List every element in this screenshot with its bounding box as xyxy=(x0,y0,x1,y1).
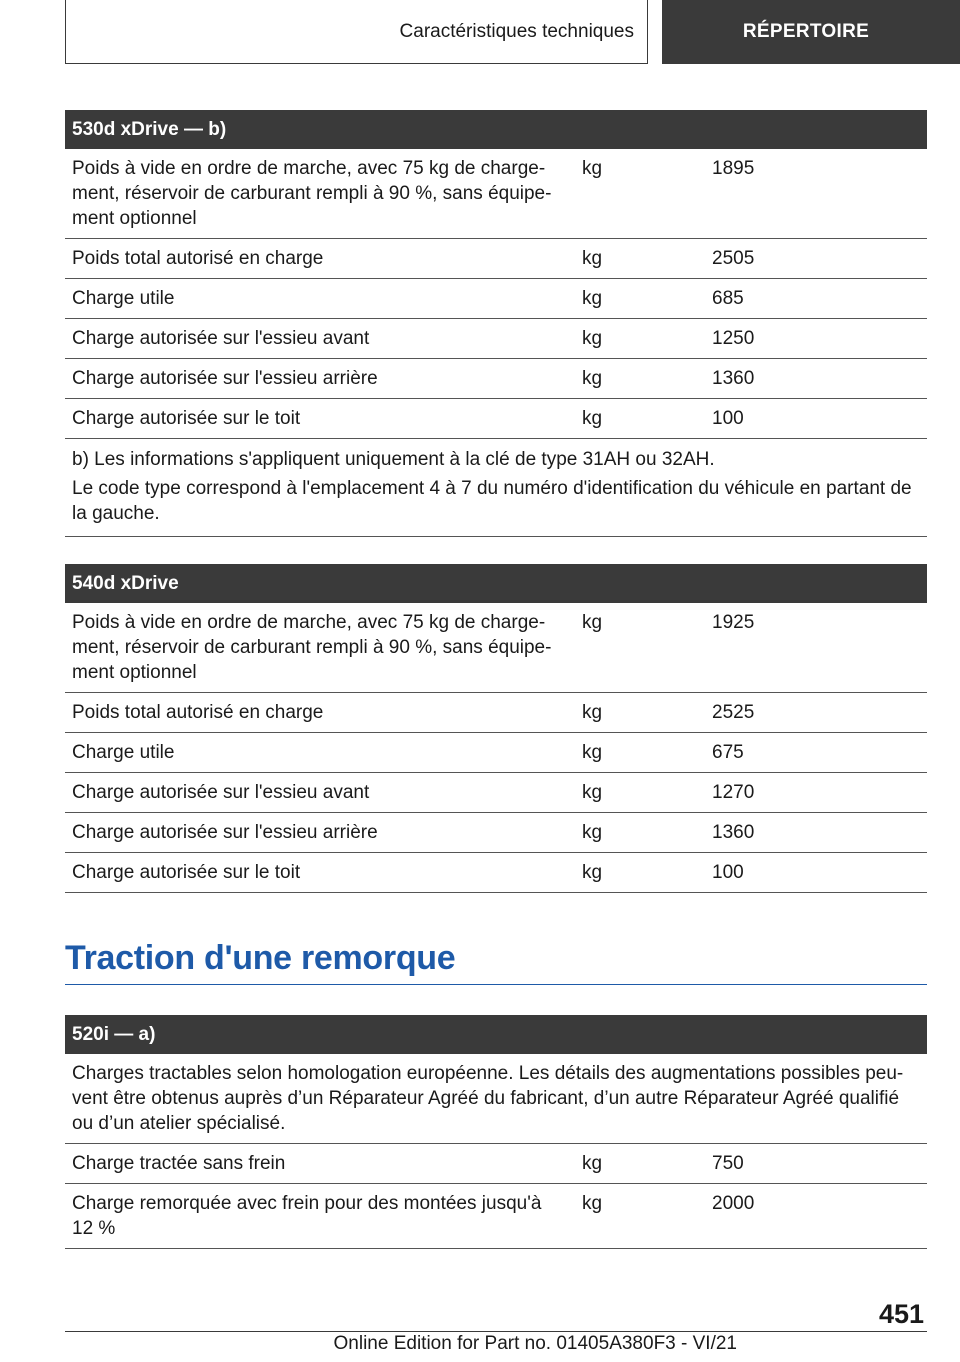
table-note xyxy=(65,439,927,537)
row-value: 100 xyxy=(712,408,744,429)
table-530d xyxy=(65,110,927,537)
row-label: Charge autorisée sur le toit xyxy=(72,862,301,883)
table-header: 530d xDrive — b) xyxy=(65,110,927,149)
table-row xyxy=(65,1144,927,1184)
footer-divider xyxy=(65,1331,927,1332)
row-unit: kg xyxy=(582,288,603,309)
footer-text: Online Edition for Part no. 01405A380F3 - VI/21 xyxy=(333,1333,737,1354)
row-unit: kg xyxy=(582,742,603,763)
row-label: Charge remorquée avec frein pour des montées jusqu'à xyxy=(72,1193,542,1214)
table-row xyxy=(65,813,927,853)
row-value: 675 xyxy=(712,742,744,763)
table-intro: Charges tractables selon homologation européenne. Les détails des augmentations possibles peu-vent être obtenus auprès d’un Réparateur Agréé du fabricant, d’un autre Réparateur Agréé qualifié ou d’un atelier spécialisé. xyxy=(72,1063,904,1134)
row-unit: kg xyxy=(582,408,603,429)
section-heading: Traction d'une remorque xyxy=(65,936,927,985)
row-value: 2505 xyxy=(712,248,755,269)
chapter-title: Caractéristiques techniques xyxy=(399,20,634,42)
table-row xyxy=(65,359,927,399)
footer-edition xyxy=(65,1333,927,1355)
row-label: Charge autorisée sur l'essieu avant xyxy=(72,782,370,803)
table-row xyxy=(65,603,927,693)
table-row xyxy=(65,1054,927,1144)
row-value: 1895 xyxy=(712,158,755,179)
row-unit: kg xyxy=(582,822,603,843)
chapter-tab[interactable] xyxy=(65,0,648,64)
row-label: ment, réservoir de carburant rempli à 90 %, sans équipe- xyxy=(72,637,552,658)
row-unit: kg xyxy=(582,702,603,723)
row-value: 2000 xyxy=(712,1193,755,1214)
row-unit: kg xyxy=(582,862,603,883)
row-label: Poids total autorisé en charge xyxy=(72,702,324,723)
row-value: 100 xyxy=(712,862,744,883)
row-label: Charge utile xyxy=(72,742,175,763)
row-value: 1270 xyxy=(712,782,755,803)
row-value: 1360 xyxy=(712,822,755,843)
table-540d xyxy=(65,564,927,893)
page-number: 451 xyxy=(878,1299,924,1329)
row-unit: kg xyxy=(582,158,603,179)
row-label: Charge autorisée sur l'essieu arrière xyxy=(72,368,378,389)
row-label: Poids total autorisé en charge xyxy=(72,248,324,269)
table-row xyxy=(65,1184,927,1249)
table-520i xyxy=(65,1015,927,1249)
row-label: Charge utile xyxy=(72,288,175,309)
row-label: Charge autorisée sur l'essieu arrière xyxy=(72,822,378,843)
table-row xyxy=(65,319,927,359)
row-label: ment, réservoir de carburant rempli à 90 %, sans équipe- xyxy=(72,183,552,204)
row-unit: kg xyxy=(582,1153,603,1174)
row-label: Charge autorisée sur le toit xyxy=(72,408,301,429)
row-unit: kg xyxy=(582,1193,603,1214)
footnote: b) Les informations s'appliquent uniquement à la clé de type 31AH ou 32AH. xyxy=(72,449,715,470)
table-header: 540d xDrive xyxy=(65,564,927,603)
table-header: 520i — a) xyxy=(65,1015,927,1054)
table-row xyxy=(65,853,927,893)
footnote: Le code type correspond à l'emplacement 4 à 7 du numéro d'identification du véhicule en partant de la gauche. xyxy=(72,478,912,524)
row-value: 2525 xyxy=(712,702,755,723)
row-unit: kg xyxy=(582,368,603,389)
row-value: 1250 xyxy=(712,328,755,349)
row-value: 1925 xyxy=(712,612,755,633)
row-label: ment optionnel xyxy=(72,208,197,229)
table-row xyxy=(65,149,927,239)
row-unit: kg xyxy=(582,782,603,803)
table-row xyxy=(65,399,927,439)
row-label: ment optionnel xyxy=(72,662,197,683)
row-label: Charge tractée sans frein xyxy=(72,1153,286,1174)
table-row xyxy=(65,239,927,279)
section-tab[interactable] xyxy=(662,0,960,64)
section-title-tab: RÉPERTOIRE xyxy=(742,21,870,42)
row-value: 685 xyxy=(712,288,744,309)
row-unit: kg xyxy=(582,612,603,633)
row-value: 750 xyxy=(712,1153,744,1174)
row-unit: kg xyxy=(582,328,603,349)
table-row xyxy=(65,693,927,733)
row-label: Poids à vide en ordre de marche, avec 75 kg de charge- xyxy=(72,612,546,633)
row-value: 1360 xyxy=(712,368,755,389)
row-label: 12 % xyxy=(72,1218,116,1239)
row-label: Charge autorisée sur l'essieu avant xyxy=(72,328,370,349)
table-row xyxy=(65,773,927,813)
row-label: Poids à vide en ordre de marche, avec 75 kg de charge- xyxy=(72,158,546,179)
row-unit: kg xyxy=(582,248,603,269)
table-row xyxy=(65,733,927,773)
table-row xyxy=(65,279,927,319)
